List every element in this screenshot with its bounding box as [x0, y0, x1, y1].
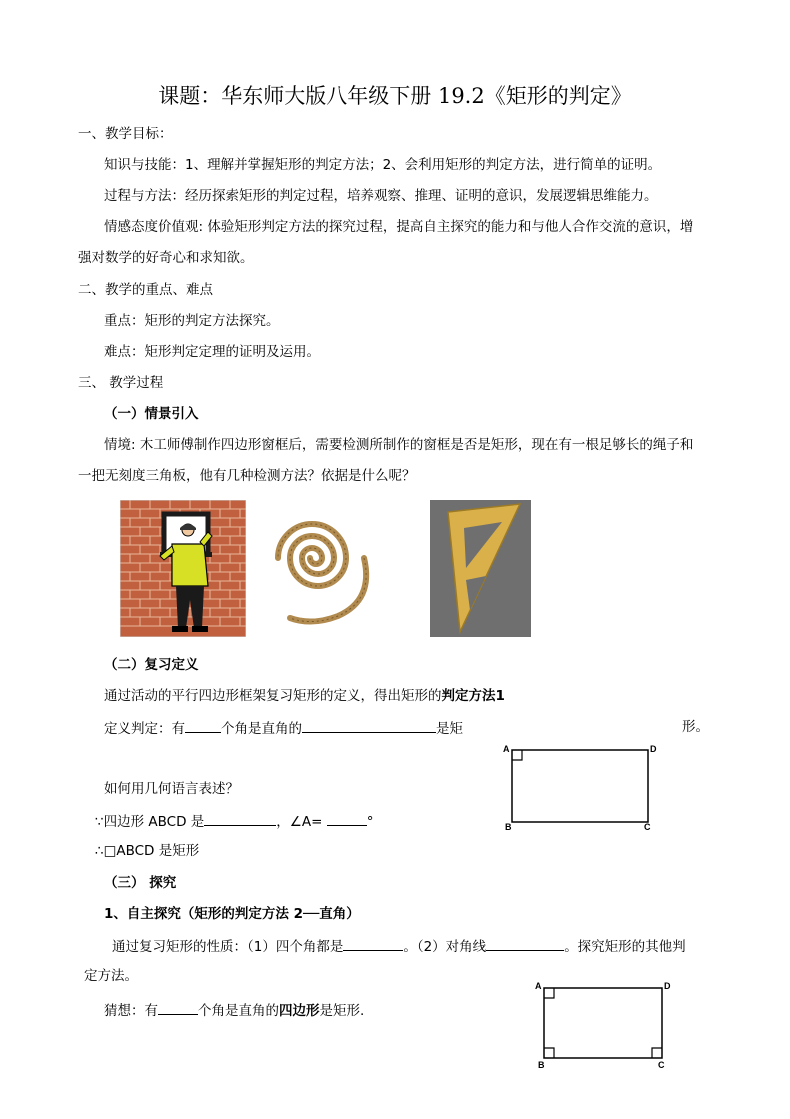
explore-line2: 定方法。 [84, 968, 138, 984]
goal-knowledge: 知识与技能：1、理解并掌握矩形的判定方法；2、会利用矩形的判定方法，进行简单的证明。 [104, 157, 662, 173]
scenario-line1: 情境: 木工师傅制作四边形窗框后，需要检测所制作的窗框是否是矩形，现在有一根足够长的绳子和 [104, 437, 694, 453]
therefore-line: ∴□ABCD 是矩形 [95, 843, 200, 859]
guess-mid: 个角是直角的 [198, 1003, 279, 1019]
explore-line1-a: 通过复习矩形的性质：（1）四个角都是 [112, 939, 344, 955]
fig2-label-d: D [664, 981, 671, 991]
review-text-pre: 通过活动的平行四边形框架复习矩形的定义，得出矩形的 [104, 688, 442, 704]
blank-angle[interactable] [327, 811, 367, 826]
def-end: 形。 [682, 719, 709, 735]
def-post: 是矩 [436, 721, 463, 737]
difficult-point: 难点：矩形判定定理的证明及运用。 [104, 344, 320, 360]
guess-line [104, 1000, 364, 1020]
section3-heading: 三、 教学过程 [78, 375, 164, 391]
because-pre: ∵四边形 ABCD 是 [95, 814, 205, 830]
carpenter-window-image [120, 500, 246, 637]
key-point: 重点：矩形的判定方法探究。 [104, 313, 280, 329]
def-mid: 个角是直角的 [221, 721, 302, 737]
fig1-label-d: D [650, 744, 657, 754]
part1-heading: （一）情景引入 [104, 406, 199, 422]
rope-image [268, 500, 382, 634]
fig1-label-a: A [503, 744, 510, 754]
explore-line1 [112, 936, 686, 956]
explore-line1-c: 。探究矩形的其他判 [564, 939, 686, 955]
blank-diagonals[interactable] [486, 936, 564, 951]
goal-emotion-line2: 强对数学的好奇心和求知欲。 [78, 250, 254, 266]
section1-heading: 一、教学目标： [78, 126, 173, 142]
scenario-line2: 一把无刻度三角板，他有几种检测方法？依据是什么呢？ [78, 468, 416, 484]
fig1-label-c: C [644, 822, 651, 832]
blank-guess-count[interactable] [158, 1000, 198, 1015]
fig2-label-c: C [658, 1060, 665, 1070]
guess-quadrilateral: 四边形 [279, 1003, 320, 1019]
document-title: 课题：华东师大版八年级下册 19.2《矩形的判定》 [158, 84, 632, 108]
review-text [104, 687, 505, 705]
judgment-method-1: 判定方法1 [441, 688, 505, 704]
degree-sign: ° [366, 814, 374, 830]
goal-emotion-line1: 情感态度价值观: 体验矩形判定方法的探究过程，提高自主探究的能力和与他人合作交流的意识，增 [104, 219, 694, 235]
fig2-label-a: A [535, 981, 542, 991]
fig1-label-b: B [505, 822, 512, 832]
section2-heading: 二、教学的重点、难点 [78, 282, 213, 298]
triangle-ruler-image [430, 500, 531, 637]
rectangle-figure-2 [532, 980, 672, 1070]
because-mid: ，∠A= [276, 814, 323, 830]
part2-heading: （二）复习定义 [104, 657, 199, 673]
guess-pre: 猜想：有 [104, 1003, 158, 1019]
blank-quadrilateral[interactable] [204, 811, 276, 826]
definition-judgment [104, 718, 463, 738]
explore-line1-b: 。（2）对角线 [403, 939, 487, 955]
blank-angles[interactable] [343, 936, 403, 951]
explore-heading: 1、自主探究（矩形的判定方法 2──直角） [104, 906, 360, 922]
guess-post: 是矩形. [319, 1003, 365, 1019]
how-express: 如何用几何语言表述？ [104, 781, 239, 797]
because-line [95, 811, 373, 831]
fig2-label-b: B [538, 1060, 545, 1070]
part3-heading: （三） 探究 [104, 875, 177, 891]
rectangle-figure-1 [500, 742, 662, 834]
def-pre: 定义判定：有 [104, 721, 185, 737]
goal-process: 过程与方法：经历探索矩形的判定过程，培养观察、推理、证明的意识，发展逻辑思维能力。 [104, 188, 658, 204]
blank-count[interactable] [185, 718, 221, 733]
blank-shape[interactable] [302, 718, 436, 733]
